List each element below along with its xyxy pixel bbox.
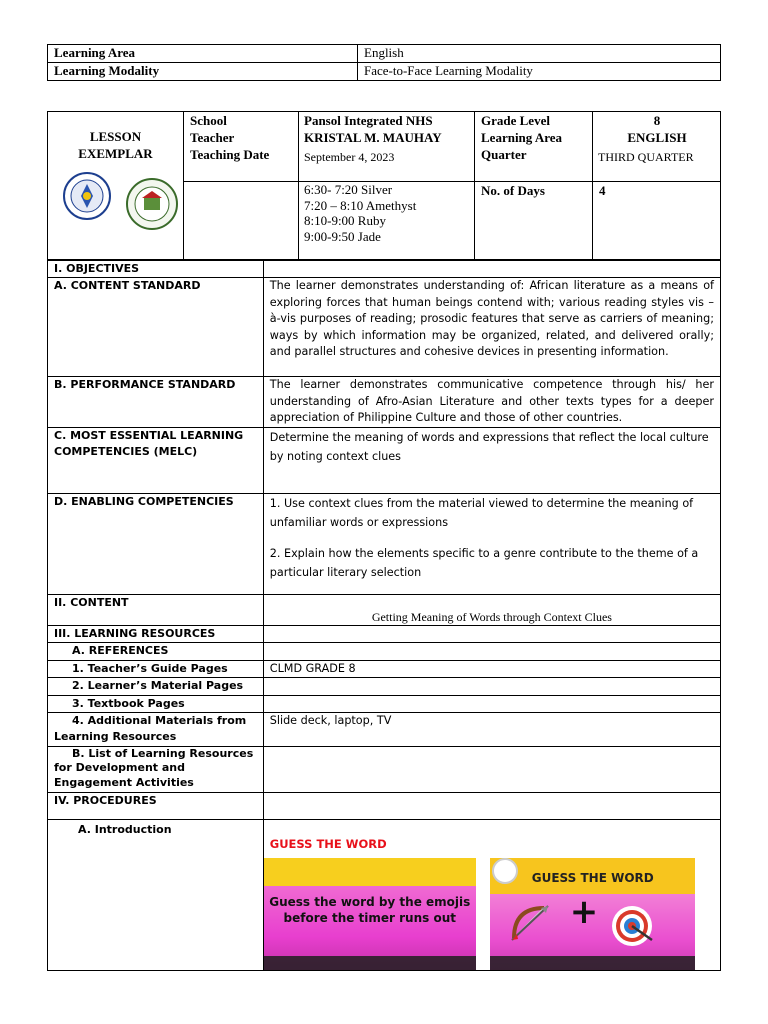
lesson-header <box>47 111 721 260</box>
content-label: II. CONTENT <box>48 594 264 625</box>
performance-standard-label: B. PERFORMANCE STANDARD <box>48 377 264 427</box>
school-seal-logo <box>126 178 178 235</box>
introduction-content <box>263 819 720 970</box>
melc-label: C. MOST ESSENTIAL LEARNING COMPETENCIES (MELC) <box>48 427 264 493</box>
deped-seal-logo <box>63 172 111 225</box>
list-of-resources-label: B. List of Learning Resources for Development and Engagement Activities <box>48 746 264 792</box>
learning-modality-value: Face-to-Face Learning Modality <box>358 63 721 81</box>
slide1-text: Guess the word by the emojis before the timer runs out <box>269 895 471 926</box>
learning-resources-heading: III. LEARNING RESOURCES <box>48 626 264 643</box>
slide-thumbnail-1 <box>264 858 476 970</box>
teaching-date-value: September 4, 2023 <box>304 150 395 164</box>
video-control-bar <box>264 956 476 970</box>
lesson-exemplar-title: LESSON EXEMPLAR <box>78 129 153 161</box>
enabling-competencies-label: D. ENABLING COMPETENCIES <box>48 493 264 594</box>
enabling-item-1: 1. Use context clues from the material viewed to determine the meaning of unfamiliar words or expressions <box>269 496 694 529</box>
introduction-label: A. Introduction <box>48 819 264 970</box>
content-standard-label: A. CONTENT STANDARD <box>48 278 264 377</box>
teaching-date-label: Teaching Date <box>190 147 270 162</box>
class-schedule: 6:30- 7:20 Silver 7:20 – 8:10 Amethyst 8:10-9:00 Ruby 9:00-9:50 Jade <box>304 182 417 244</box>
timer-icon <box>492 858 518 884</box>
enabling-competencies-text <box>263 493 720 594</box>
teachers-guide-label: 1. Teacher’s Guide Pages <box>48 660 264 677</box>
no-of-days-value: 4 <box>599 183 606 198</box>
procedures-heading: IV. PROCEDURES <box>48 792 264 819</box>
objectives-heading: I. OBJECTIVES <box>48 261 264 278</box>
content-value: Getting Meaning of Words through Context Clues <box>263 594 720 625</box>
lesson-plan-table <box>47 260 721 971</box>
target-icon <box>608 900 658 955</box>
no-of-days-label: No. of Days <box>481 183 545 198</box>
teachers-guide-value: CLMD GRADE 8 <box>263 660 720 677</box>
learning-area-value: English <box>358 45 721 63</box>
bow-and-arrow-icon <box>508 902 552 949</box>
enabling-item-2: 2. Explain how the elements specific to a genre contribute to the theme of a particular literary selection <box>269 546 699 579</box>
additional-materials-label: 4. Additional Materials from Learning Resources <box>48 713 264 747</box>
school-label: School <box>190 113 227 128</box>
learning-area-header-label: Learning Area <box>481 130 563 145</box>
slide2-title: GUESS THE WORD <box>531 871 654 886</box>
grade-level-label: Grade Level <box>481 113 550 128</box>
performance-standard-text: The learner demonstrates communicative competence through his/ her understanding of Afro-Asian Literature and other texts types for a deeper appreciation of Philippine Culture and those of other countries. <box>263 377 720 427</box>
quarter-label: Quarter <box>481 147 527 162</box>
textbook-pages-label: 3. Textbook Pages <box>48 695 264 712</box>
plus-sign: + <box>569 892 599 933</box>
teacher-value: KRISTAL M. MAUHAY <box>304 130 442 145</box>
slides-container <box>270 858 714 970</box>
guess-the-word-heading: GUESS THE WORD <box>269 836 387 851</box>
learners-material-label: 2. Learner’s Material Pages <box>48 678 264 695</box>
melc-text: Determine the meaning of words and expressions that reflect the local culture by noting context clues <box>263 427 720 493</box>
teacher-label: Teacher <box>190 130 235 145</box>
content-standard-text: The learner demonstrates understanding of: African literature as a means of exploring forces that human beings contend with; various reading styles vis – à-vis purposes of reading; prosodic features that serve as carriers of meaning; ways by which information may be organized, related, and delivered orally; and parallel structures and cohesive devices in presenting information. <box>263 278 720 377</box>
slide-thumbnail-2 <box>490 858 695 970</box>
quarter-value: THIRD QUARTER <box>598 150 694 164</box>
references-label: A. REFERENCES <box>48 643 264 660</box>
learning-area-label: Learning Area <box>48 45 358 63</box>
learning-area-header-value: ENGLISH <box>627 130 687 145</box>
learning-modality-label: Learning Modality <box>48 63 358 81</box>
grade-level-value: 8 <box>653 113 661 128</box>
video-control-bar <box>490 956 695 970</box>
additional-materials-value: Slide deck, laptop, TV <box>263 713 720 747</box>
top-info-table <box>47 44 721 81</box>
school-value: Pansol Integrated NHS <box>304 113 433 128</box>
